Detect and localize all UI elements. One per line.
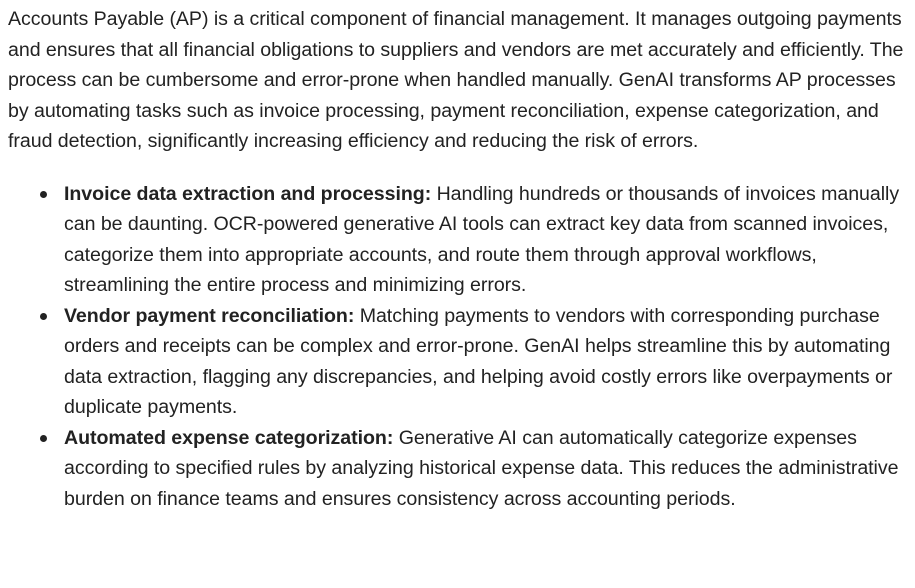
bullet-vendor-reconciliation — [8, 301, 909, 423]
bullet-dot-icon — [40, 435, 47, 442]
bullet-list — [8, 179, 909, 515]
bullet-term: Vendor payment reconciliation: — [64, 304, 355, 327]
bullet-expense-categorization — [8, 423, 909, 515]
intro-paragraph: Accounts Payable (AP) is a critical component of financial management. It manages outgoing payments and ensures that all financial obligations to suppliers and vendors are met accurately and efficiently. The process can be cumbersome and error-prone when handled manually. GenAI transforms AP processes by automating tasks such as invoice processing, payment reconciliation, expense categorization, and fraud detection, significantly increasing efficiency and reducing the risk of errors. — [8, 8, 904, 152]
bullet-term: Automated expense categorization: — [64, 426, 394, 449]
bullet-text: Handling hundreds or thousands of invoices manually can be daunting. OCR-powered generative AI tools can extract key data from scanned invoices, categorize them into appropriate accounts, and route them through approval workflows, streamlining the entire process and minimizing errors. — [64, 182, 900, 296]
bullet-dot-icon — [40, 313, 47, 320]
bullet-text: Generative AI can automatically categorize expenses according to specified rules by analyzing historical expense data. This reduces the administrative burden on finance teams and ensures consistency across accounting periods. — [64, 426, 899, 510]
bullet-text: Matching payments to vendors with corresponding purchase orders and receipts can be complex and error-prone. GenAI helps streamline this by automating data extraction, flagging any discrepancies, and helping avoid costly errors like overpayments or duplicate payments. — [64, 304, 893, 418]
bullet-invoice-extraction — [8, 179, 909, 301]
bullet-term: Invoice data extraction and processing: — [64, 182, 432, 205]
bullet-dot-icon — [40, 191, 47, 198]
